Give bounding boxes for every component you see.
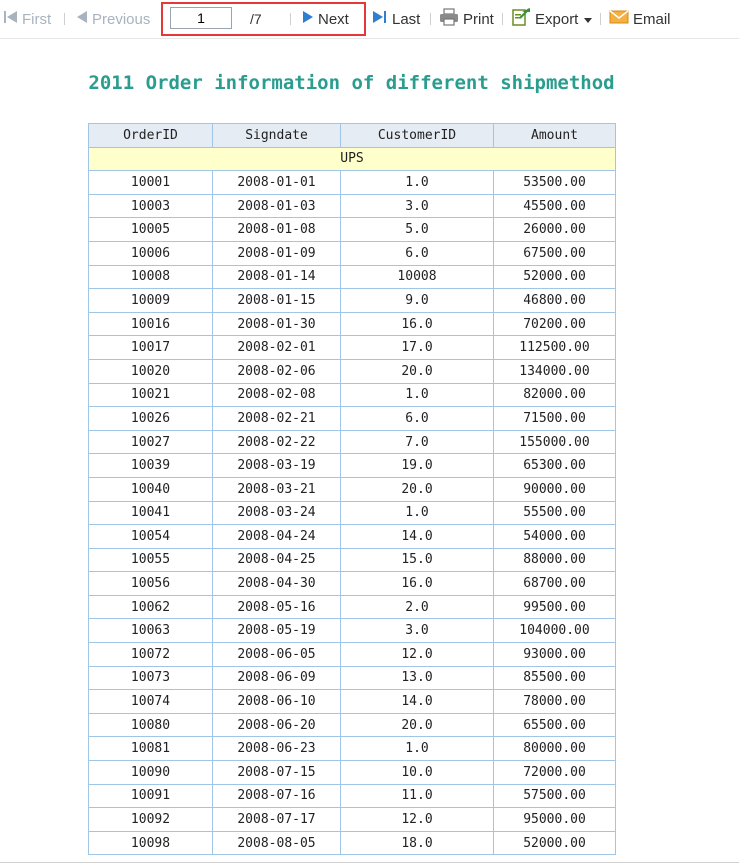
export-label: Export (535, 10, 579, 28)
cell-customerid: 13.0 (341, 666, 494, 690)
cell-orderid: 10003 (89, 194, 213, 218)
cell-amount: 68700.00 (494, 572, 616, 596)
cell-orderid: 10020 (89, 359, 213, 383)
cell-customerid: 1.0 (341, 501, 494, 525)
cell-customerid: 12.0 (341, 808, 494, 832)
printer-icon (439, 8, 459, 30)
cell-customerid: 19.0 (341, 454, 494, 478)
cell-customerid: 6.0 (341, 241, 494, 265)
cell-orderid: 10098 (89, 831, 213, 855)
cell-amount: 57500.00 (494, 784, 616, 808)
table-row (89, 336, 616, 360)
next-icon (302, 9, 314, 29)
cell-orderid: 10005 (89, 218, 213, 242)
export-dropdown[interactable] (511, 0, 592, 38)
table-row (89, 383, 616, 407)
cell-customerid: 14.0 (341, 525, 494, 549)
previous-page-label: Previous (92, 10, 151, 28)
cell-amount: 45500.00 (494, 194, 616, 218)
cell-orderid: 10008 (89, 265, 213, 289)
cell-orderid: 10056 (89, 572, 213, 596)
cell-orderid: 10006 (89, 241, 213, 265)
cell-orderid: 10027 (89, 430, 213, 454)
cell-orderid: 10092 (89, 808, 213, 832)
cell-orderid: 10039 (89, 454, 213, 478)
last-page-button[interactable] (372, 0, 420, 38)
cell-customerid: 18.0 (341, 831, 494, 855)
cell-signdate: 2008-01-15 (213, 289, 341, 313)
toolbar-divider (290, 13, 291, 25)
cell-customerid: 3.0 (341, 619, 494, 643)
cell-amount: 88000.00 (494, 548, 616, 572)
table-row (89, 690, 616, 714)
cell-amount: 93000.00 (494, 643, 616, 667)
cell-signdate: 2008-07-17 (213, 808, 341, 832)
cell-signdate: 2008-01-30 (213, 312, 341, 336)
table-row (89, 525, 616, 549)
cell-signdate: 2008-05-19 (213, 619, 341, 643)
table-row (89, 430, 616, 454)
export-icon (511, 7, 531, 31)
first-page-icon (2, 9, 18, 29)
cell-amount: 54000.00 (494, 525, 616, 549)
print-button[interactable] (439, 0, 494, 38)
cell-signdate: 2008-03-21 (213, 477, 341, 501)
cell-amount: 67500.00 (494, 241, 616, 265)
table-row (89, 784, 616, 808)
cell-signdate: 2008-03-24 (213, 501, 341, 525)
cell-amount: 52000.00 (494, 265, 616, 289)
cell-customerid: 20.0 (341, 477, 494, 501)
cell-customerid: 9.0 (341, 289, 494, 313)
cell-amount: 46800.00 (494, 289, 616, 313)
cell-amount: 65500.00 (494, 713, 616, 737)
table-row (89, 619, 616, 643)
cell-amount: 90000.00 (494, 477, 616, 501)
table-row (89, 454, 616, 478)
email-button[interactable] (609, 0, 671, 38)
cell-amount: 71500.00 (494, 407, 616, 431)
cell-orderid: 10073 (89, 666, 213, 690)
cell-signdate: 2008-04-30 (213, 572, 341, 596)
cell-signdate: 2008-02-06 (213, 359, 341, 383)
toolbar-divider (430, 13, 431, 25)
report-toolbar (0, 0, 739, 39)
column-header-signdate: Signdate (213, 124, 341, 148)
table-header-row (89, 124, 616, 148)
cell-amount: 52000.00 (494, 831, 616, 855)
table-row (89, 831, 616, 855)
report-title: 2011 Order information of different shipmethod (88, 72, 615, 94)
cell-signdate: 2008-02-22 (213, 430, 341, 454)
cell-customerid: 1.0 (341, 737, 494, 761)
table-row (89, 572, 616, 596)
cell-amount: 26000.00 (494, 218, 616, 242)
cell-signdate: 2008-07-15 (213, 761, 341, 785)
last-page-label: Last (392, 10, 421, 28)
cell-amount: 95000.00 (494, 808, 616, 832)
table-row (89, 407, 616, 431)
table-row (89, 194, 616, 218)
toolbar-divider (502, 13, 503, 25)
cell-signdate: 2008-01-08 (213, 218, 341, 242)
cell-orderid: 10062 (89, 595, 213, 619)
cell-customerid: 6.0 (341, 407, 494, 431)
cell-signdate: 2008-06-09 (213, 666, 341, 690)
table-row (89, 171, 616, 195)
table-row (89, 477, 616, 501)
last-page-icon (372, 9, 388, 29)
table-row (89, 289, 616, 313)
cell-customerid: 5.0 (341, 218, 494, 242)
cell-orderid: 10090 (89, 761, 213, 785)
cell-customerid: 1.0 (341, 383, 494, 407)
cell-orderid: 10081 (89, 737, 213, 761)
table-row (89, 643, 616, 667)
first-page-label: First (22, 10, 52, 28)
table-row (89, 666, 616, 690)
cell-customerid: 10008 (341, 265, 494, 289)
page-bottom-border (0, 862, 739, 863)
previous-page-button[interactable] (76, 0, 150, 38)
order-table (88, 123, 616, 855)
cell-signdate: 2008-01-09 (213, 241, 341, 265)
cell-signdate: 2008-01-03 (213, 194, 341, 218)
cell-customerid: 16.0 (341, 572, 494, 596)
cell-customerid: 1.0 (341, 171, 494, 195)
group-header-row (89, 147, 616, 171)
cell-signdate: 2008-06-20 (213, 713, 341, 737)
cell-signdate: 2008-03-19 (213, 454, 341, 478)
cell-orderid: 10016 (89, 312, 213, 336)
toolbar-divider (64, 13, 65, 25)
cell-signdate: 2008-02-21 (213, 407, 341, 431)
cell-orderid: 10055 (89, 548, 213, 572)
cell-orderid: 10080 (89, 713, 213, 737)
cell-orderid: 10054 (89, 525, 213, 549)
cell-signdate: 2008-04-24 (213, 525, 341, 549)
cell-orderid: 10040 (89, 477, 213, 501)
table-row (89, 218, 616, 242)
chevron-down-icon (584, 11, 592, 28)
column-header-orderid: OrderID (89, 124, 213, 148)
page-number-input[interactable] (170, 7, 232, 29)
previous-icon (76, 9, 88, 29)
cell-orderid: 10063 (89, 619, 213, 643)
cell-customerid: 16.0 (341, 312, 494, 336)
email-icon (609, 9, 629, 29)
table-row (89, 595, 616, 619)
cell-orderid: 10026 (89, 407, 213, 431)
cell-customerid: 17.0 (341, 336, 494, 360)
cell-amount: 99500.00 (494, 595, 616, 619)
column-header-amount: Amount (494, 124, 616, 148)
cell-signdate: 2008-04-25 (213, 548, 341, 572)
table-row (89, 761, 616, 785)
cell-amount: 104000.00 (494, 619, 616, 643)
cell-customerid: 20.0 (341, 359, 494, 383)
cell-customerid: 3.0 (341, 194, 494, 218)
cell-customerid: 15.0 (341, 548, 494, 572)
cell-amount: 70200.00 (494, 312, 616, 336)
group-label: UPS (89, 147, 616, 171)
table-row (89, 312, 616, 336)
column-header-customerid: CustomerID (341, 124, 494, 148)
cell-amount: 65300.00 (494, 454, 616, 478)
cell-customerid: 10.0 (341, 761, 494, 785)
cell-amount: 134000.00 (494, 359, 616, 383)
cell-signdate: 2008-06-10 (213, 690, 341, 714)
cell-amount: 72000.00 (494, 761, 616, 785)
cell-amount: 85500.00 (494, 666, 616, 690)
cell-amount: 82000.00 (494, 383, 616, 407)
cell-orderid: 10017 (89, 336, 213, 360)
cell-signdate: 2008-02-01 (213, 336, 341, 360)
cell-orderid: 10072 (89, 643, 213, 667)
cell-customerid: 14.0 (341, 690, 494, 714)
table-row (89, 713, 616, 737)
table-row (89, 265, 616, 289)
cell-orderid: 10009 (89, 289, 213, 313)
cell-signdate: 2008-02-08 (213, 383, 341, 407)
cell-amount: 55500.00 (494, 501, 616, 525)
cell-signdate: 2008-06-23 (213, 737, 341, 761)
cell-signdate: 2008-01-01 (213, 171, 341, 195)
table-row (89, 737, 616, 761)
first-page-button[interactable] (2, 0, 51, 38)
table-row (89, 548, 616, 572)
cell-orderid: 10001 (89, 171, 213, 195)
cell-customerid: 11.0 (341, 784, 494, 808)
cell-signdate: 2008-08-05 (213, 831, 341, 855)
cell-amount: 112500.00 (494, 336, 616, 360)
toolbar-divider (600, 13, 601, 25)
cell-amount: 53500.00 (494, 171, 616, 195)
cell-signdate: 2008-05-16 (213, 595, 341, 619)
cell-signdate: 2008-07-16 (213, 784, 341, 808)
cell-orderid: 10074 (89, 690, 213, 714)
cell-amount: 80000.00 (494, 737, 616, 761)
email-label: Email (633, 10, 671, 28)
cell-signdate: 2008-01-14 (213, 265, 341, 289)
cell-signdate: 2008-06-05 (213, 643, 341, 667)
table-row (89, 359, 616, 383)
next-page-button[interactable] (302, 0, 349, 38)
print-label: Print (463, 10, 494, 28)
next-page-label: Next (318, 10, 349, 28)
cell-customerid: 2.0 (341, 595, 494, 619)
page-total: /7 (250, 11, 262, 27)
cell-orderid: 10041 (89, 501, 213, 525)
cell-customerid: 7.0 (341, 430, 494, 454)
cell-orderid: 10021 (89, 383, 213, 407)
table-row (89, 501, 616, 525)
cell-customerid: 20.0 (341, 713, 494, 737)
cell-amount: 155000.00 (494, 430, 616, 454)
cell-amount: 78000.00 (494, 690, 616, 714)
table-row (89, 808, 616, 832)
cell-orderid: 10091 (89, 784, 213, 808)
cell-customerid: 12.0 (341, 643, 494, 667)
table-row (89, 241, 616, 265)
